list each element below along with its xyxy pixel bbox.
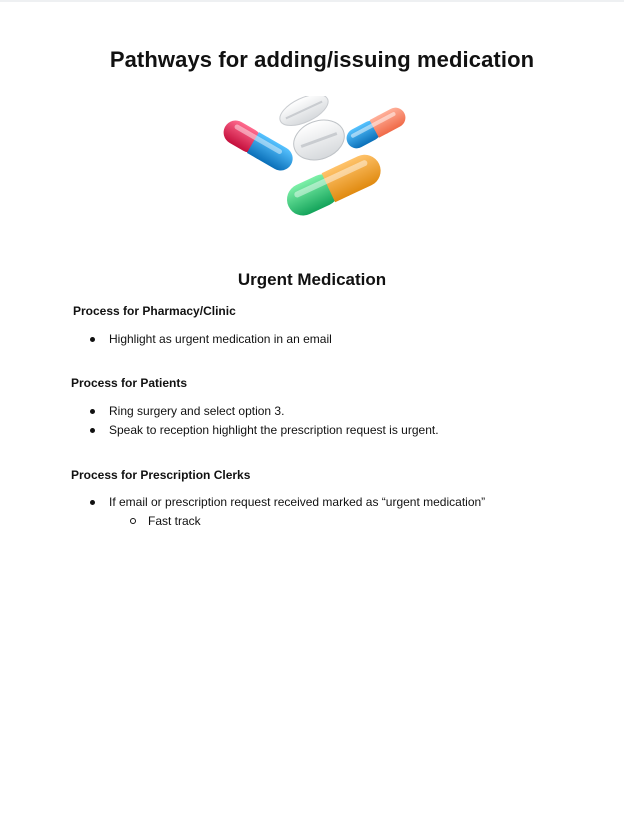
bullet-list-patients	[90, 402, 439, 440]
list-item-text: Speak to reception highlight the prescription request is urgent.	[109, 423, 439, 437]
heading-patients: Process for Patients	[71, 376, 188, 390]
heading-pharmacy-clinic: Process for Pharmacy/Clinic	[73, 304, 236, 318]
bullet-icon	[90, 428, 95, 433]
list-item	[90, 493, 485, 512]
heading-prescription-clerks: Process for Prescription Clerks	[71, 468, 251, 482]
list-item-text: Highlight as urgent medication in an email	[109, 332, 332, 346]
sub-bullet-list-clerks	[130, 512, 201, 530]
pills-illustration	[214, 96, 414, 226]
list-item-text: Ring surgery and select option 3.	[109, 404, 285, 418]
hollow-bullet-icon	[130, 518, 136, 524]
bullet-icon	[90, 500, 95, 505]
bullet-icon	[90, 337, 95, 342]
blue-coral-capsule	[343, 104, 409, 152]
sub-list-item	[130, 512, 201, 530]
page-top-border	[0, 0, 624, 2]
page-title: Pathways for adding/issuing medication	[109, 47, 535, 72]
bullet-list-pharmacy	[90, 330, 332, 349]
green-orange-capsule	[282, 150, 386, 221]
sub-list-item-text: Fast track	[148, 514, 201, 528]
section-subtitle: Urgent Medication	[237, 270, 387, 289]
list-item-text: If email or prescription request received marked as “urgent medication”	[109, 495, 486, 509]
bullet-icon	[90, 409, 95, 414]
list-item	[90, 402, 439, 421]
list-item	[90, 421, 439, 440]
bullet-list-clerks	[90, 493, 485, 512]
list-item	[90, 330, 332, 349]
